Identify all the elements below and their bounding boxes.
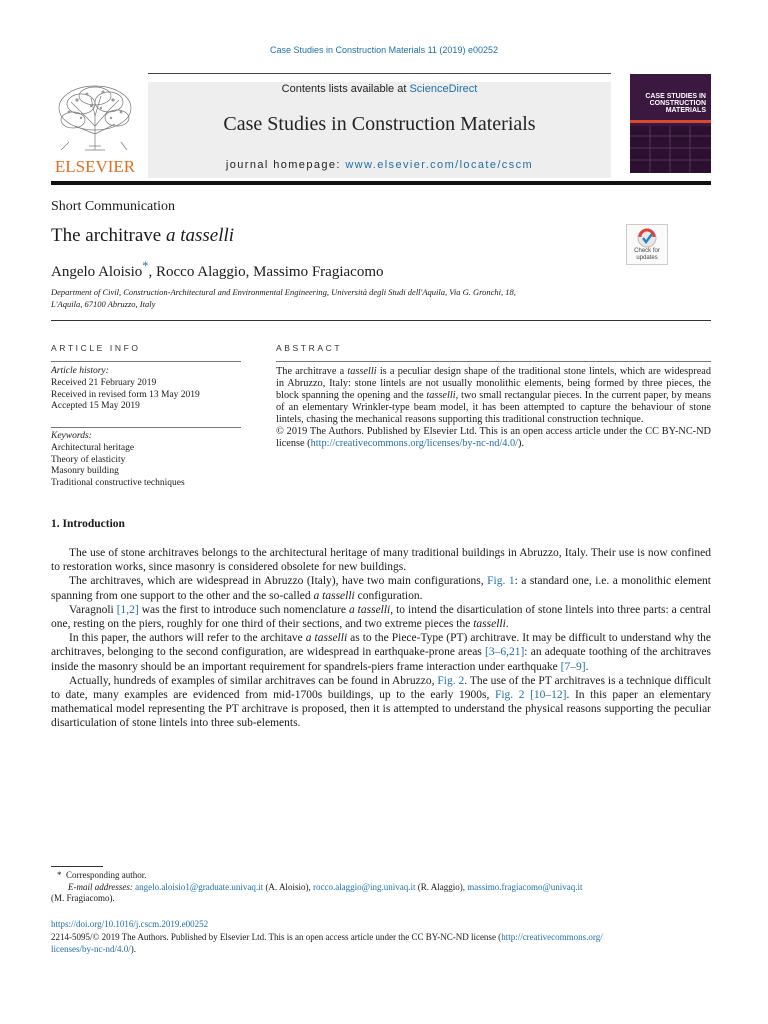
intro-paragraph: Varagnoli [1,2] was the first to introduce such nomenclature a tasselli, to intend the disarticulation of stone lintels into three parts: a central one, resting on the piers, roughly for one third of their sections, and two extreme pieces the tasselli. xyxy=(51,603,712,631)
info-rule xyxy=(51,361,241,362)
tree-icon xyxy=(51,82,139,174)
article-title xyxy=(51,225,234,247)
journal-homepage xyxy=(148,159,611,171)
author-others: , Rocco Alaggio, Massimo Fragiacomo xyxy=(148,264,384,280)
license-link[interactable]: http://creativecommons.org/licenses/by-nc-nd/4.0/ xyxy=(310,438,519,449)
badge-text: Check for updates xyxy=(634,248,660,261)
homepage-link[interactable]: www.elsevier.com/locate/cscm xyxy=(345,159,534,171)
keywords-rule xyxy=(51,427,241,428)
running-journal-reference[interactable]: Case Studies in Construction Materials 11 (2019) e00252 xyxy=(270,45,498,55)
footnote-rule xyxy=(51,866,103,867)
publisher-name: ELSEVIER xyxy=(54,157,136,174)
cover-title: CASE STUDIES IN CONSTRUCTION MATERIALS xyxy=(645,93,706,114)
article-type: Short Communication xyxy=(51,199,176,214)
keyword: Theory of elasticity xyxy=(51,454,126,465)
corresponding-footnote: * Corresponding author. xyxy=(57,870,147,880)
footnotes xyxy=(51,870,711,905)
license-link[interactable]: http://creativecommons.org/ xyxy=(501,932,603,942)
figure-ref[interactable]: Fig. 1 xyxy=(487,575,515,588)
history-label: Article history: xyxy=(51,366,109,376)
affiliation-line-1: Department of Civil, Construction-Architectural and Environmental Engineering, Università degli Studi dell'Aquila, Via G. Gronchi, 18, xyxy=(51,287,516,297)
keywords-label: Keywords: xyxy=(51,431,92,441)
header-top-rule xyxy=(148,73,611,74)
title-text: The architrave xyxy=(51,225,166,246)
contents-line xyxy=(148,83,611,95)
keyword: Architectural heritage xyxy=(51,442,135,453)
author-first: Angelo Aloisio xyxy=(51,264,143,280)
citation-ref[interactable]: [1,2] xyxy=(116,603,139,616)
section-rule xyxy=(51,320,711,321)
keyword: Traditional constructive techniques xyxy=(51,478,185,489)
affiliation-line-2: L'Aquila, 67100 Abruzzo, Italy xyxy=(51,299,156,309)
cover-stripe xyxy=(630,120,711,123)
introduction-body xyxy=(51,546,711,731)
affiliation xyxy=(51,286,611,310)
issn-copyright: 2214-5095/© 2019 The Authors. Published by Elsevier Ltd. This is an open access article under the CC BY-NC-ND license (http://creativecommons.org/ licenses/by-nc-nd/4.0/). xyxy=(51,932,603,954)
journal-cover-thumbnail xyxy=(630,74,711,173)
license-link[interactable]: licenses/by-nc-nd/4.0/ xyxy=(51,943,131,954)
email-footnote-end: (M. Fragiacomo). xyxy=(51,893,115,903)
email-link[interactable]: massimo.fragiacomo@univaq.it xyxy=(467,881,583,892)
figure-ref[interactable]: Fig. 2 [10–12] xyxy=(494,689,567,702)
check-for-updates-badge[interactable] xyxy=(626,224,668,265)
revised-date: Received in revised form 13 May 2019 xyxy=(51,389,200,400)
contents-prefix: Contents lists available at xyxy=(281,83,410,95)
cover-pattern xyxy=(630,126,711,173)
received-date: Received 21 February 2019 xyxy=(51,377,157,388)
keyword: Masonry building xyxy=(51,466,119,477)
header-bottom-rule xyxy=(51,181,711,185)
email-footnote: E-mail addresses: angelo.aloisio1@graduate.univaq.it (A. Aloisio), rocco.alaggio@ing.univaq.it (R. Alaggio), massimo.fragiacomo@univaq.it xyxy=(68,881,583,892)
abstract-text xyxy=(276,366,711,450)
citation-ref[interactable]: [3–6,21] xyxy=(485,646,525,659)
intro-paragraph: Actually, hundreds of examples of similar architraves can be found in Abruzzo, Fig. 2. The use of the PT architraves is a technique difficult to date, many examples are evidenced from mid-1700s buildings, up to the early 1900s, Fig. 2 [10–12]. In this paper an elementary mathematical model representing the PT architrave is proposed, then it is attempted to understand the physical reasons supporting the peculiar disarticulation of stone lintels into three sub-elements. xyxy=(51,674,711,730)
abstract-label: ABSTRACT xyxy=(276,343,343,353)
article-info-label: ARTICLE INFO xyxy=(51,343,141,353)
accepted-date: Accepted 15 May 2019 xyxy=(51,401,140,412)
section-heading-introduction: 1. Introduction xyxy=(51,518,125,530)
intro-paragraph: The architraves, which are widespread in Abruzzo (Italy), have two main configurations, Fig. 1: a standard one, i.e. a monolithic element spanning from one support to the other and the so-called a tasselli configuration. xyxy=(51,575,711,602)
figure-ref[interactable]: Fig. 2 xyxy=(437,674,465,687)
keywords-block xyxy=(51,431,241,490)
homepage-prefix: journal homepage: xyxy=(225,159,346,171)
article-history xyxy=(51,366,241,413)
email-link[interactable]: angelo.aloisio1@graduate.univaq.it xyxy=(135,881,264,892)
journal-title: Case Studies in Construction Materials xyxy=(223,113,536,135)
citation-ref[interactable]: [7–9] xyxy=(560,660,586,673)
elsevier-logo xyxy=(51,82,139,174)
email-link[interactable]: rocco.alaggio@ing.univaq.it xyxy=(312,881,416,892)
corresponding-author-mark[interactable]: * xyxy=(142,259,149,273)
authors xyxy=(51,259,383,281)
doi-link[interactable]: https://doi.org/10.1016/j.cscm.2019.e00252 xyxy=(51,919,209,929)
sciencedirect-link[interactable]: ScienceDirect xyxy=(409,83,478,95)
abstract-rule xyxy=(276,361,711,362)
intro-paragraph: In this paper, the authors will refer to the architave a tasselli as to the Piece-Type (PT) architrave. It may be difficult to understand why the architraves, belonging to the second configuration, are widespread in earthquake-prone areas [3–6,21]: an adequate toothing of the architraves inside the masonry should be an important requirement for spandrels-piers frame interaction under earthquake [7–9]. xyxy=(51,632,711,673)
abstract-copyright: © 2019 The Authors. Published by Elsevier Ltd. This is an open access article under the CC BY-NC-ND license (http://creativecommons.org/licenses/by-nc-nd/4.0/). xyxy=(276,426,711,449)
intro-paragraph: The use of stone architraves belongs to the architectural heritage of many traditional buildings in Abruzzo, Italy. Their use is now confined to restoration works, since masonry is considered obsolete for new buildings. xyxy=(51,547,711,574)
title-italic: a tasselli xyxy=(165,225,235,246)
abstract-paragraph: The architrave a tasselli is a peculiar design shape of the traditional stone lintels, which are widespread in Abruzzo, Italy: stone lintels are not usually monolithic elements, being formed by three pieces, the block spanning the opening and the tasselli, two small rectangular pieces. In the current paper, by means of an elementary Wrinkler-type beam model, it has been attempted to capture the behaviour of stone lintels, chasing the mechanical reasons supporting this traditional construction technique. xyxy=(276,366,712,425)
